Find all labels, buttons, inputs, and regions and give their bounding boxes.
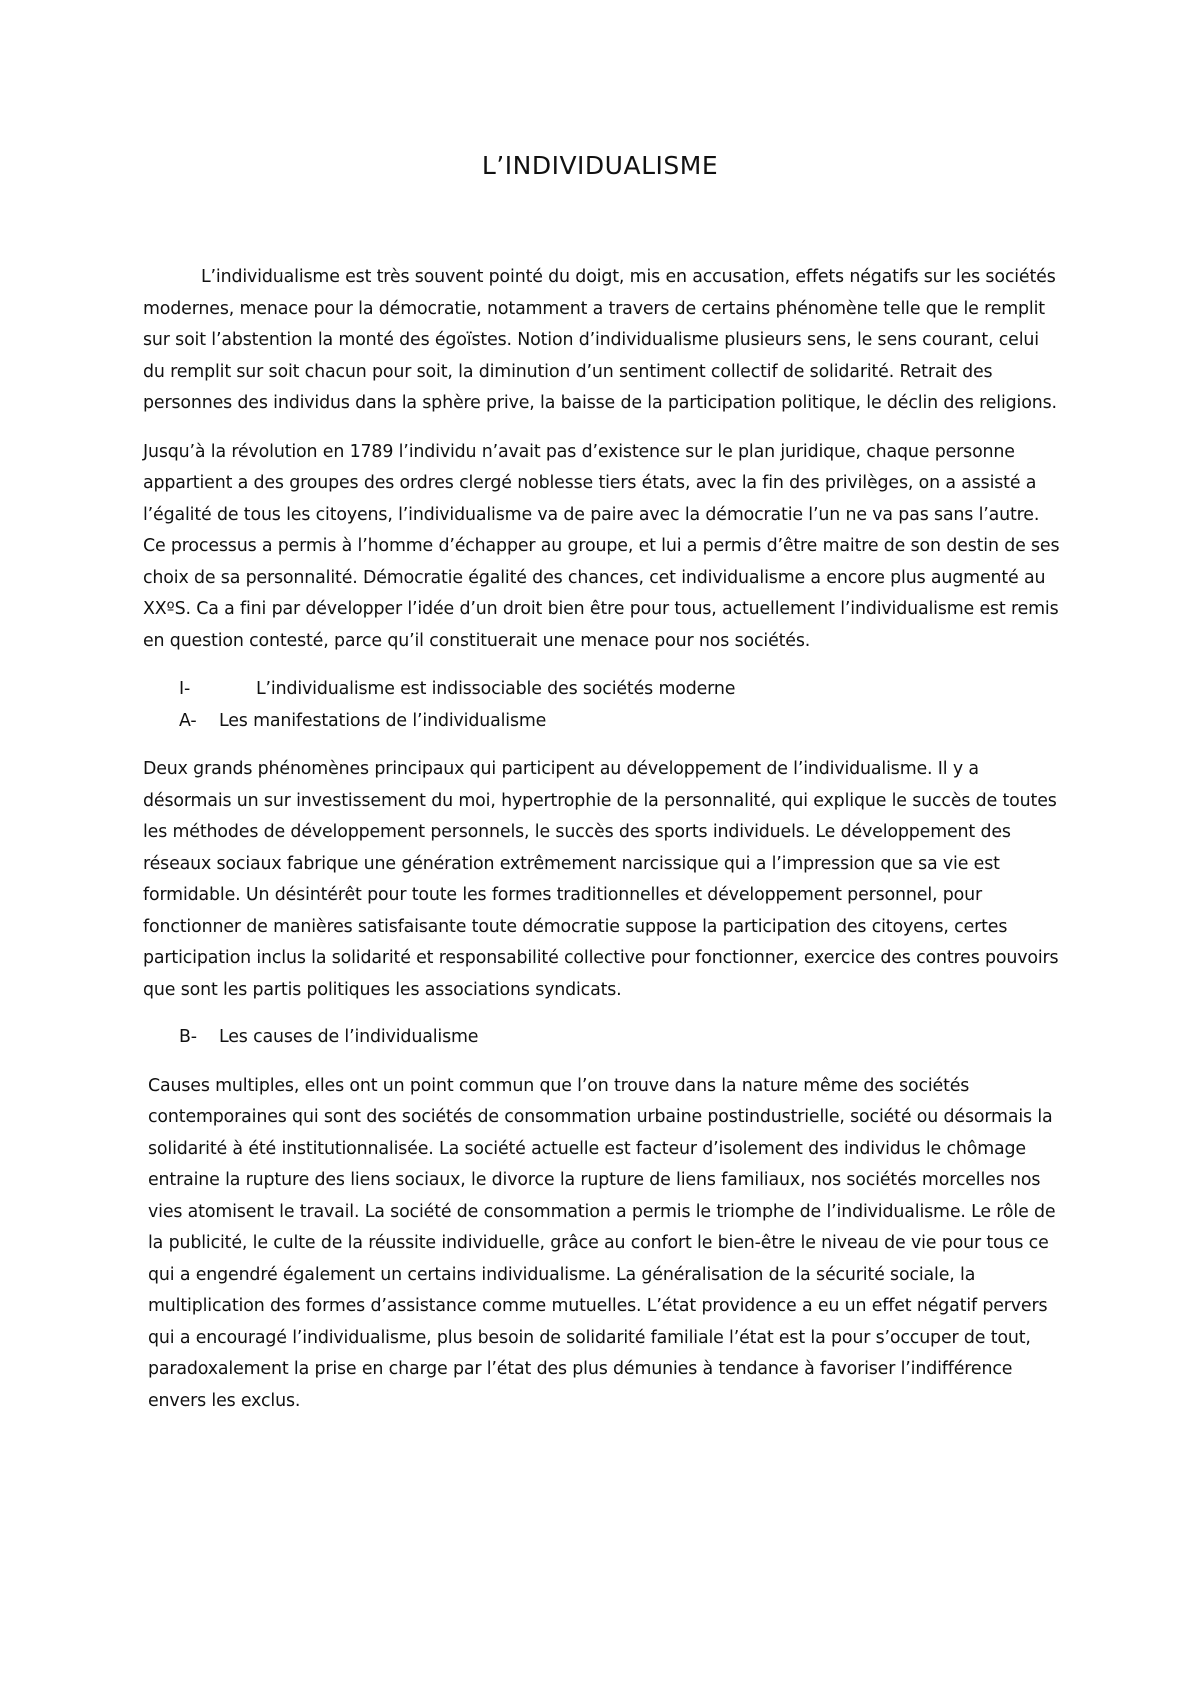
section-label-A: Les manifestations de l’individualisme <box>219 710 547 731</box>
paragraph-manifestations: Deux grands phénomènes principaux qui participent au développement de l’individualisme. Il y a désormais un sur investissement du moi, hypertrophie de la personnalité, qui explique le succès de toutes les méthodes de développement personnels, le succès des sports individuels. Le développement des réseaux sociaux fabrique une génération extrêmement narcissique qui a l’impression que sa vie est formidable. Un désintérêt pour toute les formes traditionnelles et développement personnel, pour fonctionner de manières satisfaisante toute démocratie suppose la participation des citoyens, certes participation inclus la solidarité et responsabilité collective pour fonctionner, exercice des contres pouvoirs que sont les partis politiques les associations syndicats. <box>143 759 1059 1000</box>
paragraph-revolution: Jusqu’à la révolution en 1789 l’individu n’avait pas d’existence sur le plan juridique, chaque personne appartient a des groupes des ordres clergé noblesse tiers états, avec la fin des privilèges, on a assisté a l’égalité de tous les citoyens, l’individualisme va de paire avec la démocratie l’un ne va pas sans l’autre. Ce processus a permis à l’homme d’échapper au groupe, et lui a permis d’être maitre de son destin de ses choix de sa personnalité. Démocratie égalité des chances, cet individualisme a encore plus augmenté au XXºS. Ca a fini par développer l’idée d’un droit bien être pour tous, actuellement l’individualisme est remis en question contesté, parce qu’il constituerait une menace pour nos sociétés. <box>143 441 1060 651</box>
section-marker-B: B- <box>179 1027 197 1047</box>
paragraph-causes: Causes multiples, elles ont un point commun que l’on trouve dans la nature même des sociétés contemporaines qui sont des sociétés de consommation urbaine postindustrielle, société ou désormais la solidarité à été institutionnalisée. La société actuelle est facteur d’isolement des individus le chômage entraine la rupture des liens sociaux, le divorce la rupture de liens familiaux, nos sociétés morcelles nos vies atomisent le travail. La société de consommation a permis le triomphe de l’individualisme. Le rôle de la publicité, le culte de la réussite individuelle, grâce au confort le bien-être le niveau de vie pour tous ce qui a engendré également un certains individualisme. La généralisation de la sécurité sociale, la multiplication des formes d’assistance comme mutuelles. L’état providence a eu un effet négatif pervers qui a encouragé l’individualisme, plus besoin de solidarité familiale l’état est la pour s’occuper de tout, paradoxalement la prise en charge par l’état des plus démunies à tendance à favoriser l’indifférence envers les exclus. <box>148 1075 1056 1411</box>
document-title: L’INDIVIDUALISME <box>481 151 719 180</box>
section-label-I: L’individualisme est indissociable des sociétés moderne <box>256 679 736 699</box>
section-marker-A: A- <box>179 710 197 731</box>
section-label-B: Les causes de l’individualisme <box>219 1027 479 1047</box>
section-heading-I <box>143 674 1065 706</box>
section-heading-B <box>143 1022 1065 1054</box>
intro-paragraph: L’individualisme est très souvent pointé du doigt, mis en accusation, effets négatifs sur les sociétés modernes, menace pour la démocratie, notamment a travers de certains phénomène telle que le remplit sur soit l’abstention la monté des égoïstes. Notion d’individualisme plusieurs sens, le sens courant, celui du remplit sur soit chacun pour soit, la diminution d’un sentiment collectif de solidarité. Retrait des personnes des individus dans la sphère prive, la baisse de la participation politique, le déclin des religions. <box>143 267 1057 413</box>
document-body <box>143 262 1065 1417</box>
section-marker-I: I- <box>179 679 191 699</box>
section-heading-A <box>143 706 1065 738</box>
